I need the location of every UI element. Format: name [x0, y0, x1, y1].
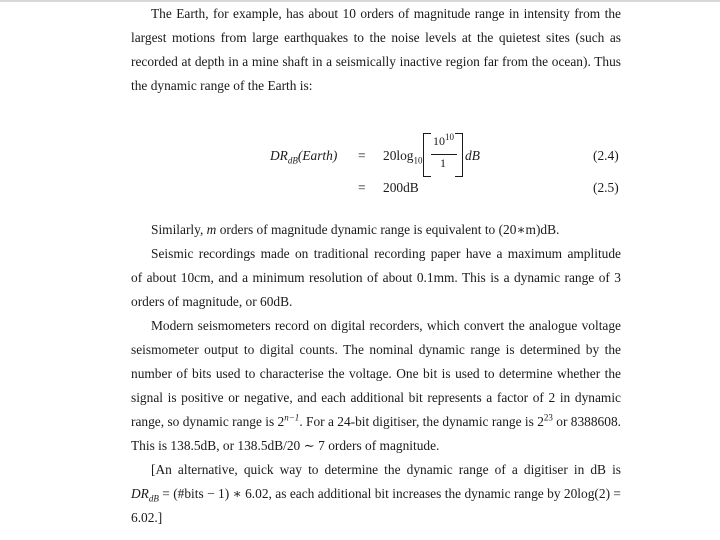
equation-number-2-5: (2.5)	[593, 180, 619, 195]
paragraph-1-line-4: the dynamic range of the Earth is:	[131, 78, 313, 93]
paragraph-4-line-4: signal is positive or negative, and each additional bit represents a factor of 2 in dynamic	[131, 390, 621, 405]
fraction-denominator: 1	[440, 156, 446, 170]
equation-2-4-unit: dB	[465, 148, 480, 163]
paragraph-5-line-2: $DR_{dB}$ = (#bits − 1) ∗ 6.02, as each additional bit increases the dynamic range by 20log(2) =	[131, 486, 621, 504]
paragraph-5-line-3: 6.02.]	[131, 510, 163, 525]
paragraph-1-line-1: The Earth, for example, has about 10 orders of magnitude range in intensity from the	[151, 6, 621, 21]
paragraph-4-line-6: This is 138.5dB, or 138.5dB/20 ∼ 7 orders of magnitude.	[131, 438, 440, 453]
paragraph-4-line-2: seismometer output to digital counts. The nominal dynamic range is determined by the	[131, 342, 621, 357]
equation-2-4-equals: =	[358, 148, 366, 163]
paragraph-1-line-3: recorded at depth in a mine shaft in a seismically inactive region far from the ocean). Thus	[131, 54, 621, 69]
paragraph-4-line-1: Modern seismometers record on digital recorders, which convert the analogue voltage	[151, 318, 621, 333]
paragraph-4-line-3: number of bits used to characterise the voltage. One bit is used to determine whether the	[131, 366, 621, 381]
paragraph-1-line-2: largest motions from large earthquakes to the noise levels at the quietest sites (such as	[131, 30, 621, 45]
fraction-bar	[431, 154, 457, 155]
fraction-numerator: $10^{10}$	[433, 132, 454, 148]
right-bracket	[455, 133, 463, 177]
equation-number-2-4: (2.4)	[593, 148, 619, 163]
paragraph-2: Similarly, m orders of magnitude dynamic range is equivalent to (20∗m)dB.	[151, 222, 560, 237]
paragraph-3-line-1: Seismic recordings made on traditional recording paper have a maximum amplitude	[151, 246, 621, 261]
paragraph-5-line-1: [An alternative, quick way to determine the dynamic range of a digitiser in dB is	[151, 462, 621, 477]
equation-2-5-equals: =	[358, 180, 366, 195]
left-bracket	[423, 133, 431, 177]
equation-2-5-rhs: 200dB	[383, 180, 419, 195]
equation-2-4-rhs: $20\log_{10}$	[383, 148, 423, 166]
paragraph-3-line-3: orders of magnitude, or 60dB.	[131, 294, 293, 309]
paragraph-3-line-2: of about 10cm, and a minimum resolution of about 0.1mm. This is a dynamic range of 3	[131, 270, 621, 285]
equation-2-4-lhs: $DR_{dB}(Earth)$	[270, 148, 338, 166]
paragraph-4-line-5: range, so dynamic range is $2^{n-1}$. For a 24-bit digitiser, the dynamic range is $2^{23}$ or 8388608.	[131, 412, 621, 429]
